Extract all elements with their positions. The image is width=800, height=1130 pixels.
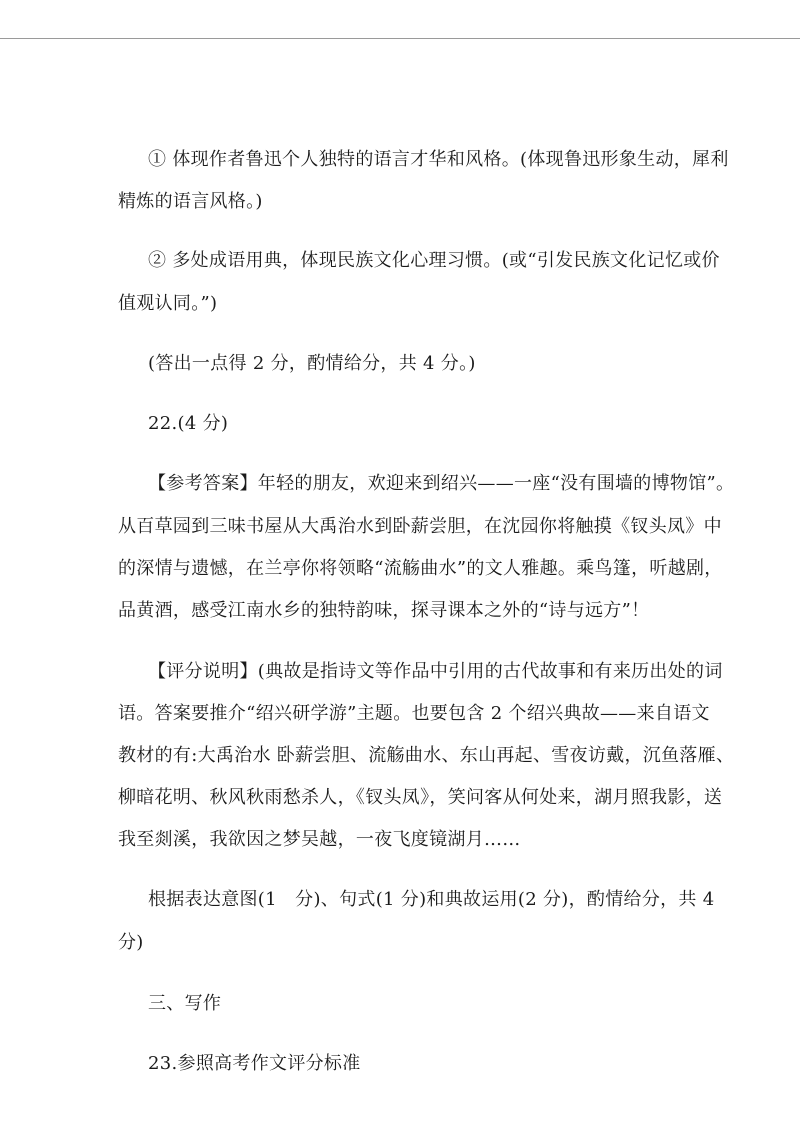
- text-line: 【评分说明】(典故是指诗文等作品中引用的古代故事和有来历出处的词: [148, 661, 723, 682]
- text-line: 根据表达意图(1 分)、句式(1 分)和典故运用(2 分)，酌情给分，共 4: [148, 889, 715, 910]
- text-line: 的深情与遗憾，在兰亭你将领略“流觞曲水”的文人雅趣。乘鸟篷，听越剧，: [118, 558, 723, 579]
- text-line: 语。答案要推介“绍兴研学游”主题。也要包含 2 个绍兴典故——来自语文: [118, 703, 710, 724]
- text-line: 分): [118, 932, 144, 953]
- text-line: (答出一点得 2 分，酌情给分，共 4 分。): [148, 353, 476, 374]
- section-heading: 三、写作: [148, 993, 222, 1014]
- text-line: 值观认同。”): [118, 293, 218, 314]
- text-line: 从百草园到三味书屋从大禹治水到卧薪尝胆，在沈园你将触摸《钗头凤》中: [118, 516, 722, 537]
- text-line: 教材的有:大禹治水 卧薪尝胆、流觞曲水、东山再起、雪夜访戴，沉鱼落雁、: [118, 745, 735, 766]
- text-line: 柳暗花明、秋风秋雨愁杀人，《钗头凤》，笑问客从何处来，湖月照我影，送: [118, 787, 723, 808]
- question-heading: 23.参照高考作文评分标准: [148, 1053, 361, 1074]
- text-line: 品黄酒，感受江南水乡的独特韵味，探寻课本之外的“诗与远方”！: [118, 600, 650, 621]
- text-line: 我至剡溪，我欲因之梦吴越，一夜飞度镜湖月……: [118, 829, 521, 850]
- page-top-border: [0, 38, 800, 39]
- question-heading: 22.(4 分): [148, 413, 229, 434]
- text-line: 【参考答案】年轻的朋友，欢迎来到绍兴——一座“没有围墙的博物馆”。: [148, 473, 735, 494]
- text-line: 精炼的语言风格。): [118, 191, 263, 212]
- text-line: ② 多处成语用典，体现民族文化心理习惯。(或“引发民族文化记忆或价: [148, 250, 720, 271]
- text-line: ① 体现作者鲁迅个人独特的语言才华和风格。(体现鲁迅形象生动，犀利: [148, 149, 729, 170]
